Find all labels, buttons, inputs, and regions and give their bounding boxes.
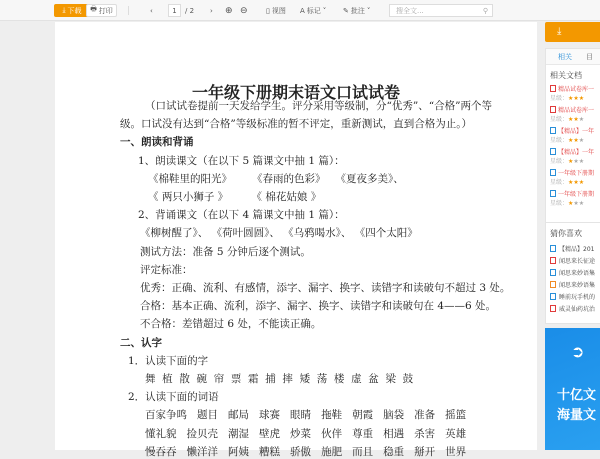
related-doc-item[interactable] bbox=[546, 189, 600, 210]
doc-title: 精品试卷库一 bbox=[558, 86, 595, 93]
pdf-file-icon bbox=[550, 106, 556, 113]
text-line: 评定标准： bbox=[140, 263, 193, 276]
doc-file-icon bbox=[550, 269, 556, 276]
chevron-down-icon: ˅ bbox=[366, 6, 371, 15]
print-button[interactable]: 🖶 打印 bbox=[86, 4, 117, 17]
doc-title: 精品试卷库一 bbox=[558, 107, 595, 114]
doc-title: 【精品】一年 bbox=[558, 149, 595, 156]
text-line: （口试试卷提前一天发给学生。评分采用等级制，分“优秀”、“合格”两个等 bbox=[145, 100, 492, 112]
section-heading: 一、朗读和背诵 bbox=[120, 136, 194, 149]
doc-title: 闻思来长征途 bbox=[559, 257, 596, 265]
text-line: 懂礼貌 捡贝壳 潮湿 壁虎 炒菜 伙伴 尊重 相遇 杀害 英雄 bbox=[145, 427, 467, 440]
doc-file-icon bbox=[550, 293, 556, 300]
annotate-button[interactable]: ✎ 批注 ˅ bbox=[343, 6, 371, 15]
related-doc-item[interactable] bbox=[546, 147, 600, 168]
pen-icon: ✎ bbox=[343, 6, 349, 15]
guess-item[interactable] bbox=[546, 242, 600, 254]
zoom-out-icon[interactable]: ⊖ bbox=[240, 5, 248, 16]
text-line: 《柳树醒了》、 《荷叶圆圆》、 《乌鸦喝水》、 《四个太阳》 bbox=[140, 227, 418, 240]
toolbar bbox=[0, 0, 600, 21]
mark-button[interactable]: A 标记 ˅ bbox=[300, 6, 327, 15]
pdf-file-icon bbox=[550, 85, 556, 92]
doc-title: 威灵仙药坑治 bbox=[559, 305, 596, 313]
pdf-file-icon bbox=[550, 305, 556, 312]
page-total: / 2 bbox=[185, 6, 195, 15]
next-page-button[interactable]: › bbox=[210, 6, 213, 15]
text-line: 2、背诵课文（在以下 4 篇课文中抽 1 篇）： bbox=[138, 209, 345, 222]
zoom-in-icon[interactable]: ⊕ bbox=[225, 5, 233, 16]
text-line: 测试方法：准备 5 分钟后逐个测试。 bbox=[140, 245, 311, 258]
download-icon: ⤓ bbox=[557, 26, 562, 37]
download-button[interactable]: ⤓ 下载 bbox=[54, 4, 90, 17]
rating: 星级：★★★ bbox=[550, 95, 585, 102]
search-input[interactable]: 搜全文... ⚲ bbox=[389, 4, 493, 17]
text-line: 合格：基本正确、流利，添字、漏字、换字、读错字和读破句在 4——6 处。 bbox=[140, 300, 497, 313]
doc-file-icon bbox=[550, 245, 556, 252]
ad-banner[interactable] bbox=[545, 328, 600, 450]
text-line: 《棉鞋里的阳光》 《春雨的色彩》 《夏夜多美》、 bbox=[148, 172, 404, 185]
chevron-down-icon: ˅ bbox=[322, 6, 327, 15]
rating: 星级：★★★ bbox=[550, 137, 585, 144]
doc-title: 闻思来妙语集 bbox=[559, 269, 596, 277]
guess-item[interactable] bbox=[546, 278, 600, 290]
guess-item[interactable] bbox=[546, 266, 600, 278]
view-button[interactable]: ▯ 视图 bbox=[266, 6, 286, 15]
related-doc-item[interactable] bbox=[546, 126, 600, 147]
sidebar-download-button[interactable] bbox=[545, 22, 600, 42]
logo-icon: ➲ bbox=[571, 342, 585, 361]
ad-text: 十亿文 bbox=[557, 388, 597, 403]
printer-icon: 🖶 bbox=[90, 5, 97, 13]
search-icon: ⚲ bbox=[482, 6, 488, 15]
related-doc-item[interactable] bbox=[546, 84, 600, 105]
text-line: 《 两只小狮子 》 《 棉花姑娘 》 bbox=[148, 191, 322, 203]
prev-page-button[interactable]: ‹ bbox=[150, 6, 153, 15]
doc-title: 睡前玩手机的 bbox=[559, 293, 596, 301]
doc-title: 一年级下册期 bbox=[558, 170, 595, 177]
text-icon: A bbox=[300, 6, 305, 15]
page-input[interactable]: 1 bbox=[168, 4, 181, 17]
doc-file-icon bbox=[550, 127, 556, 134]
doc-title: 闻思来妙语集 bbox=[559, 281, 596, 289]
rating: 星级：★★★ bbox=[550, 200, 585, 207]
doc-file-icon bbox=[550, 190, 556, 197]
related-title: 相关文档 bbox=[550, 71, 582, 80]
text-line: 1、朗读课文（在以下 5 篇课文中抽 1 篇）： bbox=[138, 154, 345, 167]
rating: 星级：★★★ bbox=[550, 116, 585, 123]
text-line: 不合格：差错超过 6 处，不能读正确。 bbox=[140, 318, 322, 331]
pdf-file-icon bbox=[550, 257, 556, 264]
text-line: 1．认读下面的字 bbox=[128, 354, 209, 367]
page-title: 一年级下册期末语文口试试卷 bbox=[191, 83, 400, 102]
related-doc-item[interactable] bbox=[546, 168, 600, 189]
download-icon: ⤓ bbox=[62, 6, 66, 14]
sidebar bbox=[540, 22, 600, 450]
divider bbox=[128, 6, 129, 15]
rating: 星级：★★★ bbox=[550, 179, 585, 186]
related-doc-item[interactable] bbox=[546, 105, 600, 126]
doc-title: 一年级下册期 bbox=[558, 191, 595, 198]
section-heading: 二、认字 bbox=[120, 336, 162, 349]
tab-related[interactable]: 相关 bbox=[558, 53, 572, 61]
doc-file-icon bbox=[550, 148, 556, 155]
text-line: 慢吞吞 懒洋洋 阿姨 糟糕 骄傲 施肥 而且 稳重 掰开 世界 bbox=[145, 445, 467, 458]
ad-text: 海量文 bbox=[557, 408, 597, 423]
text-line: 百家争鸣 题目 邮局 球赛 眼睛 拖鞋 朝霞 脑袋 准备 摇篮 bbox=[145, 409, 467, 422]
doc-file-icon bbox=[550, 169, 556, 176]
doc-title: 【精品】201 bbox=[559, 245, 595, 253]
text-line: 舞 植 散 碗 帘 票 霜 捕 摔 矮 荡 楼 虚 盆 梁 鼓 bbox=[145, 373, 414, 385]
guess-title: 猜你喜欢 bbox=[550, 229, 582, 238]
tab-toc[interactable]: 目 bbox=[586, 53, 593, 61]
guess-panel bbox=[545, 222, 600, 324]
related-panel bbox=[545, 48, 600, 238]
doc-title: 【精品】一年 bbox=[558, 128, 595, 135]
guess-item[interactable] bbox=[546, 290, 600, 302]
rating: 星级：★★★ bbox=[550, 158, 585, 165]
ppt-file-icon bbox=[550, 281, 556, 288]
document-page bbox=[55, 22, 537, 458]
text-line: 优秀：正确、流利、有感情，添字、漏字、换字、读错字和读破句不超过 3 处。 bbox=[140, 282, 511, 294]
guess-item[interactable] bbox=[546, 254, 600, 266]
text-line: 级。口试没有达到“合格”等级标准的暂不评定，重新测试，直到合格为止。） bbox=[120, 118, 472, 131]
text-line: 2．认读下面的词语 bbox=[128, 391, 219, 404]
guess-item[interactable] bbox=[546, 302, 600, 314]
book-icon: ▯ bbox=[266, 6, 270, 15]
